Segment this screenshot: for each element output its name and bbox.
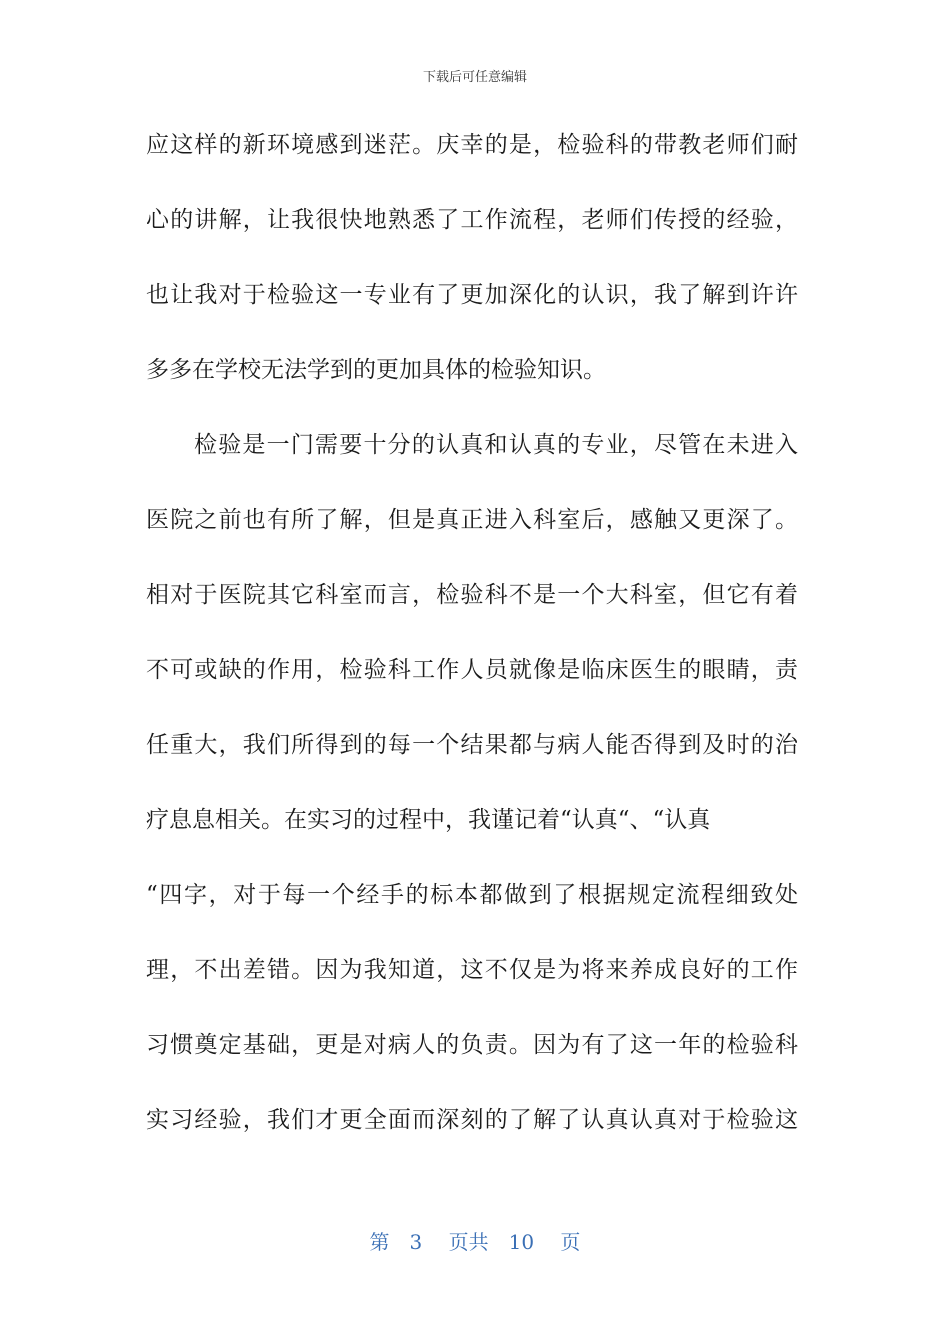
text-line: 也让我对于检验这一专业有了更加深化的认识，我了解到许许	[146, 282, 798, 308]
text-line: 多多在学校无法学到的更加具体的检验知识。	[146, 357, 606, 383]
text-line: 习惯奠定基础，更是对病人的负责。因为有了这一年的检验科	[146, 1032, 798, 1058]
text-line: 应这样的新环境感到迷茫。庆幸的是，检验科的带教老师们耐	[146, 132, 798, 158]
text-line: 任重大，我们所得到的每一个结果都与病人能否得到及时的治	[146, 732, 798, 758]
text-line: 相对于医院其它科室而言，检验科不是一个大科室，但它有着	[146, 582, 798, 608]
text-line: “四字，对于每一个经手的标本都做到了根据规定流程细致处	[146, 882, 798, 908]
text-line: 实习经验，我们才更全面而深刻的了解了认真认真对于检验这	[146, 1107, 798, 1133]
page-number-footer: 第 3 页共 10 页	[369, 1230, 581, 1254]
text-line: 心的讲解，让我很快地熟悉了工作流程，老师们传授的经验，	[146, 207, 798, 233]
text-line: 医院之前也有所了解，但是真正进入科室后，感触又更深了。	[146, 507, 798, 533]
text-line: 不可或缺的作用，检验科工作人员就像是临床医生的眼睛，责	[146, 657, 798, 683]
text-line: 检验是一门需要十分的认真和认真的专业，尽管在未进入	[194, 432, 798, 458]
text-line: 疗息息相关。在实习的过程中，我谨记着“认真“、“认真	[146, 807, 711, 833]
page-header-note: 下载后可任意编辑	[422, 70, 527, 85]
text-line: 理，不出差错。因为我知道，这不仅是为将来养成良好的工作	[146, 957, 798, 983]
